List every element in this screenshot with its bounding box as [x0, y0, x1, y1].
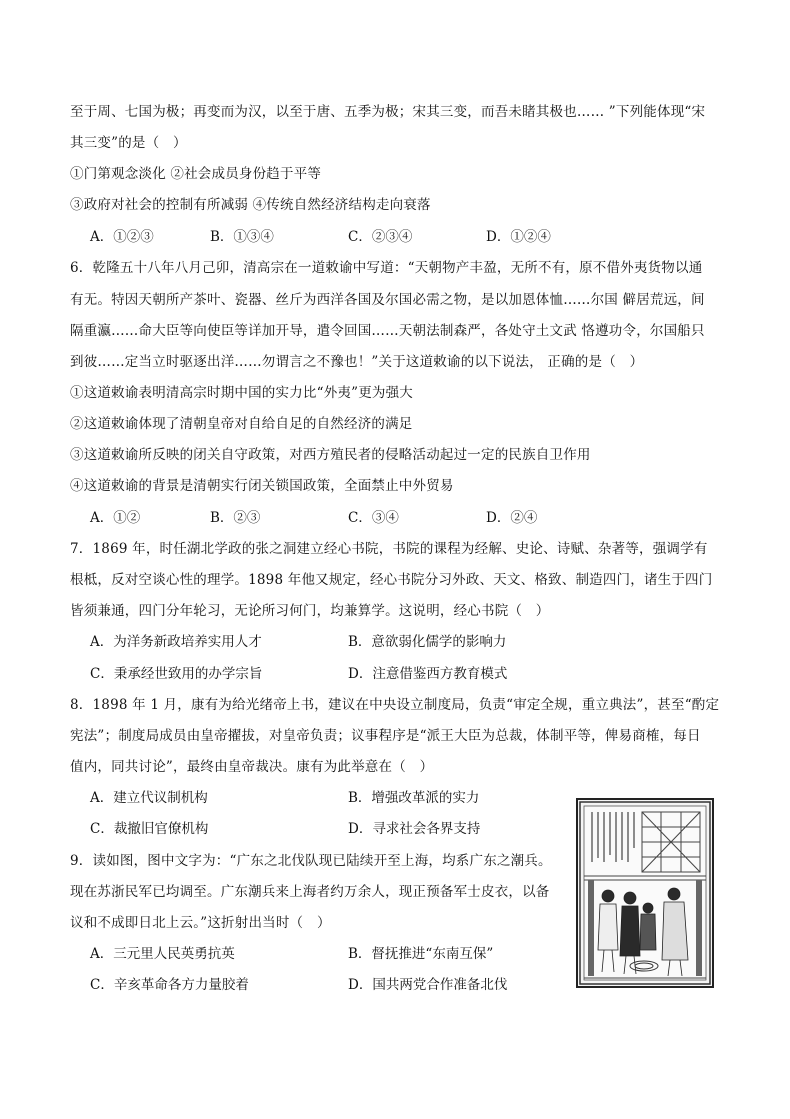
q6-stem-line-4: 到彼……定当立时驱逐出洋……勿谓言之不豫也！”关于这道敕谕的以下说法， 正确的是（ ） [70, 354, 644, 370]
q9-stem-line-1: 9．读如图，图中文字为：“广东之北伐队现已陆续开至上海，均系广东之潮兵。 [70, 853, 552, 869]
q7-options-row-1 [90, 632, 650, 652]
q6-stem-line-2: 有无。特因天朝所产茶叶、瓷器、丝斤为西洋各国及尔国必需之物，是以加恩体恤……尔国 僻居荒远，间 [70, 292, 705, 308]
q6-option-d[interactable]: D．②④ [486, 510, 538, 526]
q7-stem-line-3: 皆须兼通，四门分年轮习，无论所习何门，均兼算学。这说明，经心书院（ ） [70, 603, 550, 619]
q5-option-d[interactable]: D．①②④ [486, 229, 551, 245]
q7-options-row-2 [90, 664, 650, 684]
q5-statement-2: ③政府对社会的控制有所减弱 ④传统自然经济结构走向衰落 [70, 197, 431, 213]
q9-stem-line-3: 议和不成即日北上云。”这折射出当时（ ） [70, 915, 331, 931]
q9-option-a[interactable]: A．三元里人民英勇抗英 [90, 946, 235, 962]
q5-statement-1: ①门第观念淡化 ②社会成员身份趋于平等 [70, 166, 322, 182]
q5-options [90, 227, 650, 247]
q8-stem-line-2: 宪法”；制度局成员由皇帝擢拔，对皇帝负责；议事程序是“派王大臣为总裁，体制平等，俾易商榷，每日 [70, 728, 701, 744]
q6-options [90, 508, 650, 528]
newspaper-drawing-image [578, 800, 712, 986]
q8-option-b[interactable]: B．增强改革派的实力 [348, 790, 480, 806]
q5-stem-line-2: 其三变”的是（ ） [70, 135, 187, 151]
q6-statement-3: ③这道敕谕所反映的闭关自守政策，对西方殖民者的侵略活动起过一定的民族自卫作用 [70, 447, 591, 463]
q9-option-b[interactable]: B．督抚推进“东南互保” [348, 946, 494, 962]
q7-option-c[interactable]: C．秉承经世致用的办学宗旨 [90, 666, 263, 682]
q6-stem-line-3: 隔重瀛……命大臣等向使臣等详加开导，遣令回国……天朝法制森严，各处守土文武 恪遵功令，尔国船只 [70, 323, 705, 339]
q7-option-a[interactable]: A．为洋务新政培养实用人才 [90, 634, 262, 650]
q8-stem-line-3: 值内，同共讨论”，最终由皇帝裁决。康有为此举意在（ ） [70, 759, 434, 775]
q8-options-row-2 [90, 819, 560, 839]
q9-options-row-2 [90, 975, 560, 995]
q6-option-a[interactable]: A．①② [90, 510, 141, 526]
q6-statement-1: ①这道敕谕表明清高宗时期中国的实力比“外夷”更为强大 [70, 385, 414, 401]
q6-option-c[interactable]: C．③④ [348, 510, 399, 526]
q5-option-c[interactable]: C．②③④ [348, 229, 413, 245]
q6-statement-2: ②这道敕谕体现了清朝皇帝对自给自足的自然经济的满足 [70, 416, 413, 432]
q8-option-d[interactable]: D．寻求社会各界支持 [348, 821, 481, 837]
q7-stem-line-2: 根柢，反对空谈心性的理学。1898 年他又规定，经心书院分习外政、天文、格致、制造四门，诸生于四门 [70, 572, 713, 588]
q6-stem-line-1: 6．乾隆五十八年八月己卯，清高宗在一道敕谕中写道：“天朝物产丰盈，无所不有，原不借外夷货物以通 [70, 260, 703, 276]
q9-illustration [576, 798, 714, 988]
q7-option-d[interactable]: D．注意借鉴西方教育模式 [348, 666, 508, 682]
q8-option-a[interactable]: A．建立代议制机构 [90, 790, 208, 806]
q8-option-c[interactable]: C．裁撤旧官僚机构 [90, 821, 209, 837]
q5-option-b[interactable]: B．①③④ [210, 229, 274, 245]
q9-option-c[interactable]: C．辛亥革命各方力量胶着 [90, 977, 249, 993]
q7-option-b[interactable]: B．意欲弱化儒学的影响力 [348, 634, 507, 650]
q5-option-a[interactable]: A．①②③ [90, 229, 154, 245]
q6-statement-4: ④这道敕谕的背景是清朝实行闭关锁国政策，全面禁止中外贸易 [70, 478, 454, 494]
q6-option-b[interactable]: B．②③ [210, 510, 261, 526]
q9-stem-line-2: 现在苏浙民军已均调至。广东潮兵来上海者约万余人，现正预备军士皮衣，以备 [70, 884, 550, 900]
q7-stem-line-1: 7．1869 年，时任湖北学政的张之洞建立经心书院，书院的课程为经解、史论、诗赋、杂著等，强调学有 [70, 541, 708, 557]
q9-options-row-1 [90, 944, 560, 964]
q8-stem-line-1: 8．1898 年 1 月，康有为给光绪帝上书，建议在中央设立制度局，负责“审定全规，重立典法”，甚至“酌定 [70, 697, 720, 713]
q9-option-d[interactable]: D．国共两党合作准备北伐 [348, 977, 508, 993]
q8-options-row-1 [90, 788, 560, 808]
q5-stem-line-1: 至于周、七国为极；再变而为汉，以至于唐、五季为极；宋其三变，而吾未睹其极也…… ”下列能体现“宋 [70, 104, 706, 120]
